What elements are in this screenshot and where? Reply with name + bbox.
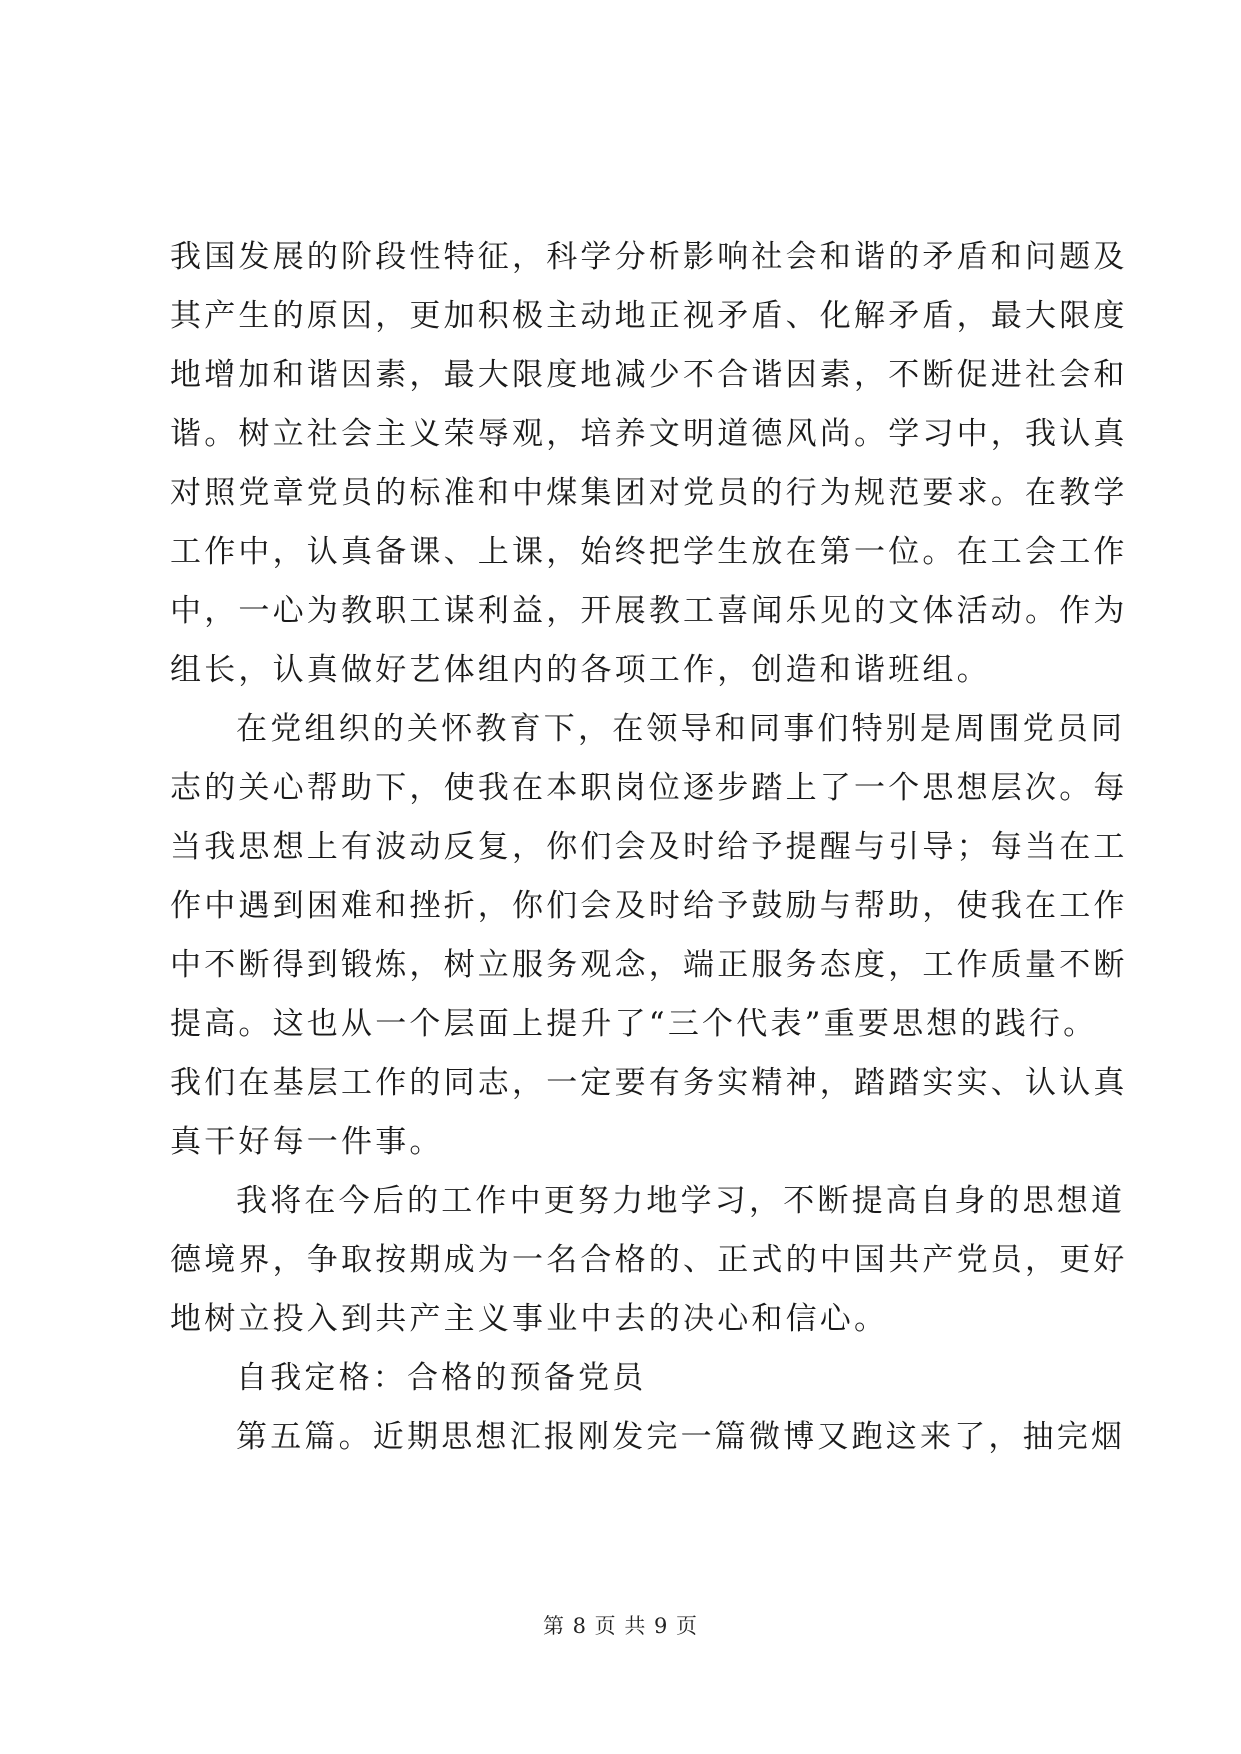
text-line: 谐。树立社会主义荣辱观，培养文明道德风尚。学习中，我认真: [170, 416, 1128, 452]
text-line: 工作中，认真备课、上课，始终把学生放在第一位。在工会工作: [170, 534, 1128, 570]
document-body: [170, 228, 1128, 1467]
text-line: 真干好每一件事。: [170, 1124, 444, 1160]
text-line: 其产生的原因，更加积极主动地正视矛盾、化解矛盾，最大限度: [170, 298, 1128, 334]
paragraph-start-line: 在党组织的关怀教育下，在领导和同事们特别是周围党员同: [236, 711, 1126, 747]
text-line: 中不断得到锻炼，树立服务观念，端正服务态度，工作质量不断: [170, 947, 1128, 983]
page-footer: 第 8 页 共 9 页: [542, 1614, 699, 1638]
text-line: 我们在基层工作的同志，一定要有务实精神，踏踏实实、认认真: [170, 1065, 1128, 1101]
self-assessment-line: 自我定格：合格的预备党员: [236, 1360, 647, 1396]
text-line: 提高。这也从一个层面上提升了“三个代表”重要思想的践行。: [170, 1006, 1098, 1042]
section-start-line: 第五篇。近期思想汇报刚发完一篇微博又跑这来了，抽完烟: [236, 1419, 1126, 1455]
text-line: 地树立投入到共产主义事业中去的决心和信心。: [170, 1301, 889, 1337]
text-line: 地增加和谐因素，最大限度地减少不合谐因素，不断促进社会和: [170, 357, 1128, 393]
text-line: 德境界，争取按期成为一名合格的、正式的中国共产党员，更好: [170, 1242, 1128, 1278]
text-line: 对照党章党员的标准和中煤集团对党员的行为规范要求。在教学: [170, 475, 1128, 511]
text-line: 当我思想上有波动反复，你们会及时给予提醒与引导；每当在工: [170, 829, 1128, 865]
text-line: 作中遇到困难和挫折，你们会及时给予鼓励与帮助，使我在工作: [170, 888, 1128, 924]
paragraph-start-line: 我将在今后的工作中更努力地学习，不断提高自身的思想道: [236, 1183, 1126, 1219]
text-line: 志的关心帮助下，使我在本职岗位逐步踏上了一个思想层次。每: [170, 770, 1128, 806]
text-line: 我国发展的阶段性特征，科学分析影响社会和谐的矛盾和问题及: [170, 239, 1128, 275]
text-line: 组长，认真做好艺体组内的各项工作，创造和谐班组。: [170, 652, 991, 688]
text-line: 中，一心为教职工谋利益，开展教工喜闻乐见的文体活动。作为: [170, 593, 1128, 629]
